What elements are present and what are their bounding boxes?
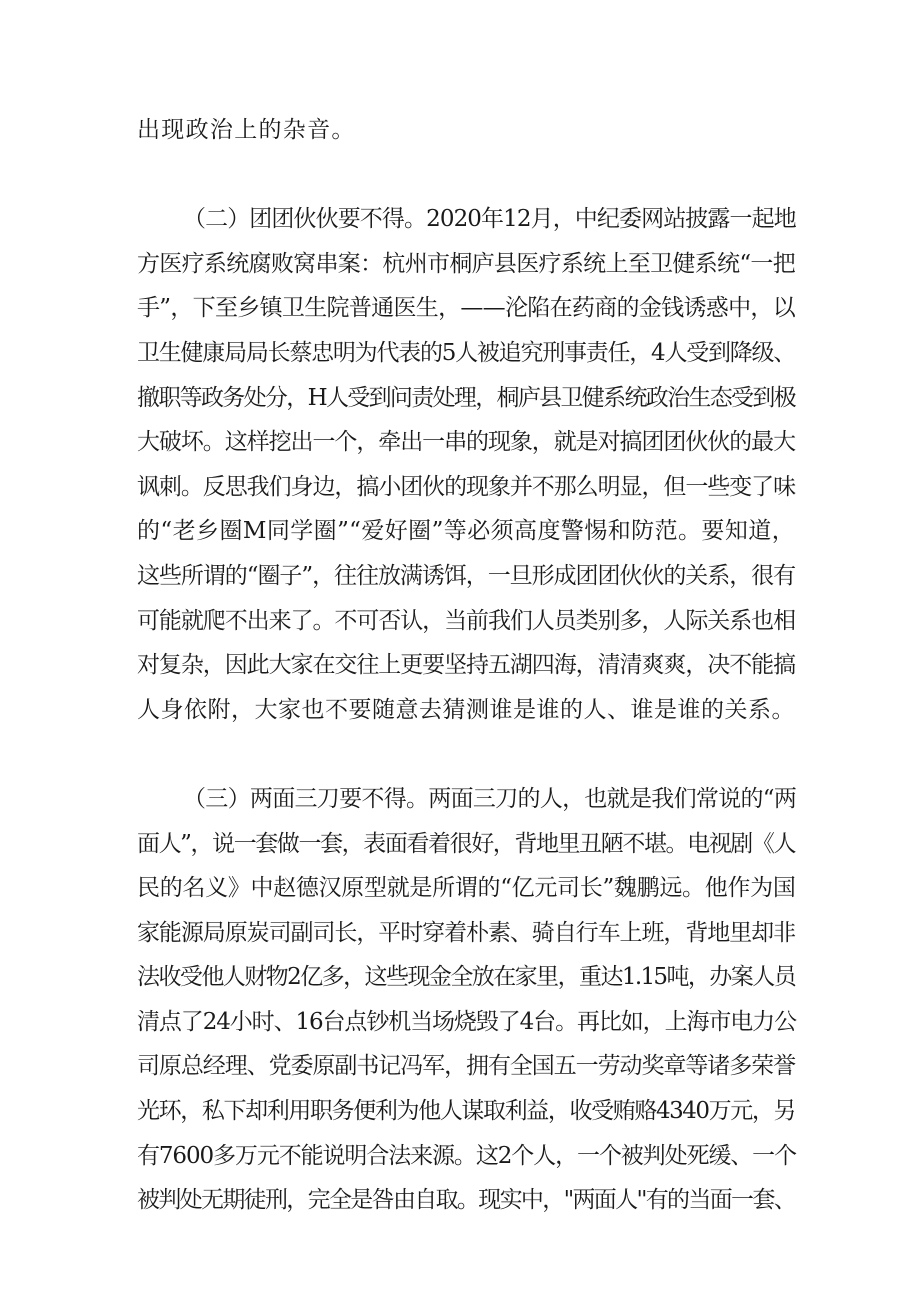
text-line: 方医疗系统腐败窝串案：杭州市桐庐县医疗系统上至卫健系统“一把 (137, 250, 795, 277)
text-line: 的“老乡圈M同学圈”“爱好圈”等必须高度警惕和防范。要知道， (137, 518, 795, 545)
text-line: 司原总经理、党委原副书记冯军，拥有全国五一劳动奖章等诸多荣誉 (137, 1053, 795, 1080)
text-line: 被判处无期徒刑，完全是咎由自取。现实中，"两面人''有的当面一套、 (137, 1187, 795, 1214)
text-line: （二）团团伙伙要不得。2020年12月，中纪委网站披露一起地 (183, 206, 796, 233)
text-line: 法收受他人财物2亿多，这些现金全放在家里，重达1.15吨，办案人员 (137, 964, 795, 991)
paragraph-gap (137, 732, 795, 777)
text-line: 卫生健康局局长蔡忠明为代表的5人被追究刑事责任，4人受到降级、 (137, 339, 795, 366)
text-line: 对复杂，因此大家在交往上更要坚持五湖四海，清清爽爽，决不能搞 (137, 652, 795, 679)
text-line: 人身依附，大家也不要随意去猜测谁是谁的人、谁是谁的关系。 (137, 696, 795, 723)
text-line: 可能就爬不出来了。不可否认，当前我们人员类别多，人际关系也相 (137, 607, 795, 634)
text-line: 民的名义》中赵德汉原型就是所谓的“亿元司长”魏鹏远。他作为国 (137, 875, 796, 902)
text-line: 面人”，说一套做一套，表面看着很好，背地里丑陋不堪。电视剧《人 (137, 830, 795, 857)
text-line: 撤职等政务处分，H人受到问责处理，桐庐县卫健系统政治生态受到极 (137, 384, 795, 411)
text-line: 家能源局原炭司副司长，平时穿着朴素、骑自行车上班，背地里却非 (137, 919, 795, 946)
text-line: （三）两面三刀要不得。两面三刀的人，也就是我们常说的“两 (183, 785, 797, 812)
text-line: 大破坏。这样挖出一个，牵出一串的现象，就是对搞团团伙伙的最大 (137, 429, 795, 456)
text-line: 光环，私下却利用职务便利为他人谋取利益，收受贿赂4340万元，另 (137, 1098, 795, 1125)
paragraph-section-two (137, 197, 795, 732)
text-line: 手”，下至乡镇卫生院普通医生，——沦陷在药商的金钱诱惑中，以 (137, 295, 795, 322)
text-line: 讽刺。反思我们身边，搞小团伙的现象并不那么明显，但一些变了味 (137, 473, 795, 500)
text-line: 出现政治上的杂音。 (137, 117, 356, 143)
paragraph-continuation (137, 108, 795, 153)
text-line: 这些所谓的“圈子”，往往放满诱饵，一旦形成团团伙伙的关系，很有 (137, 562, 795, 589)
paragraph-gap (137, 153, 795, 198)
text-line: 有7600多万元不能说明合法来源。这2个人，一个被判处死缓、一个 (137, 1142, 796, 1169)
document-body (137, 108, 795, 1223)
paragraph-section-three (137, 777, 795, 1223)
text-line: 清点了24小时、16台点钞机当场烧毁了4台。再比如，上海市电力公 (137, 1008, 796, 1035)
